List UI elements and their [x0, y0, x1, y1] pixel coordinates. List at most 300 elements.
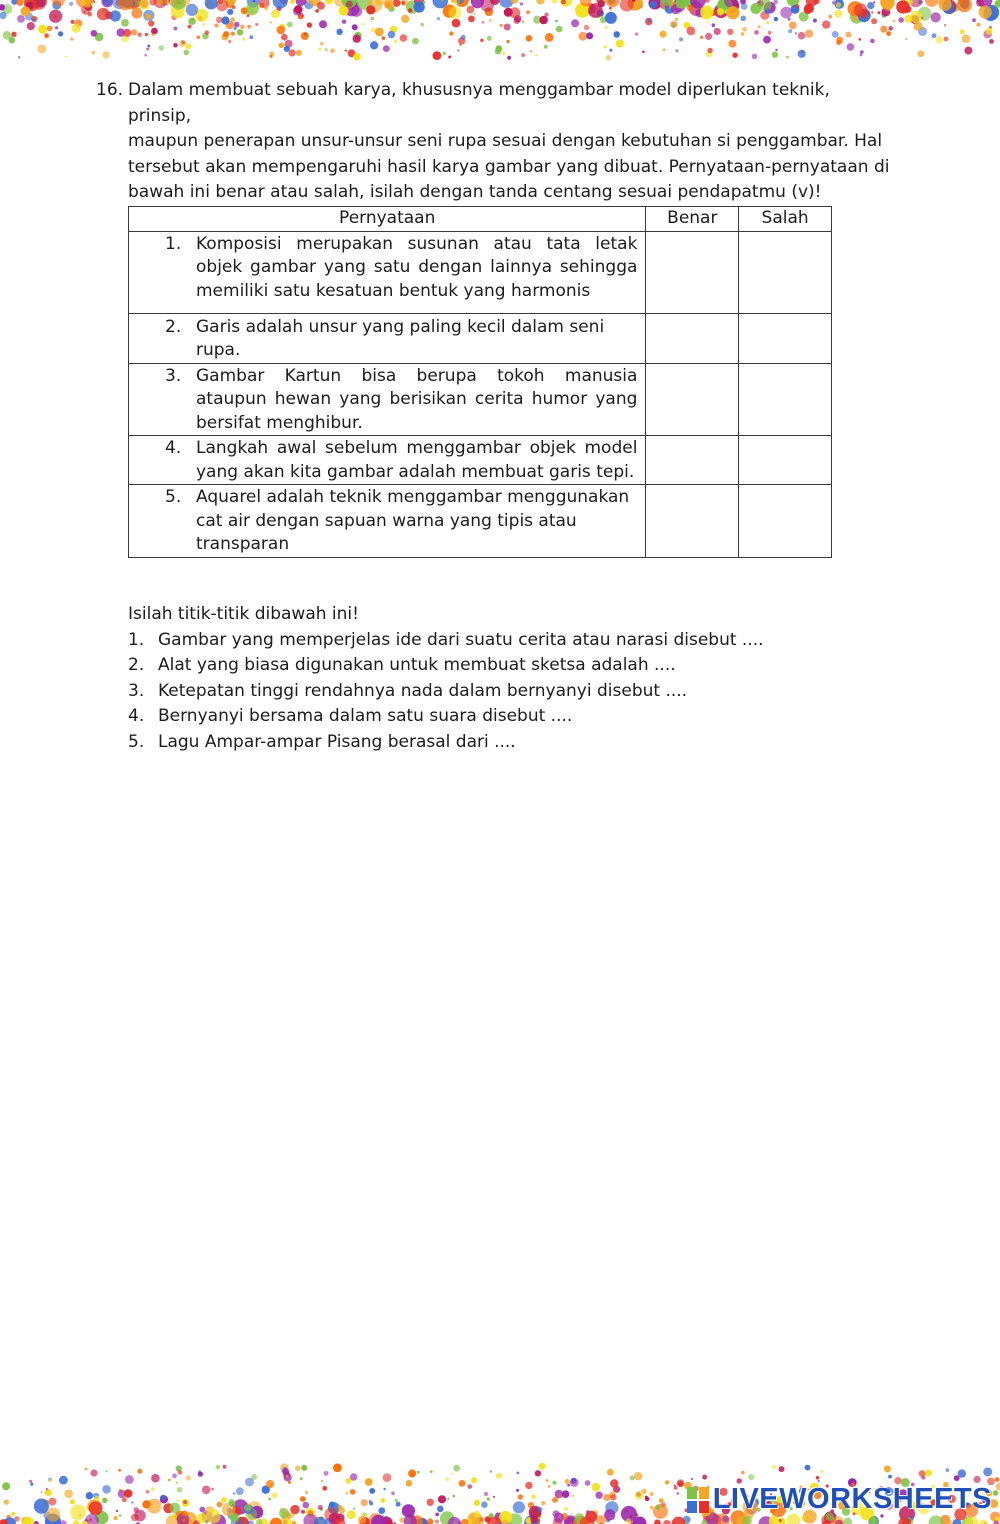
paint-dot: [64, 1489, 73, 1498]
paint-dot: [270, 1518, 282, 1524]
paint-dot: [151, 1474, 160, 1483]
paint-dot: [635, 33, 638, 36]
paint-dot: [805, 1465, 811, 1471]
paint-dot: [448, 6, 461, 19]
paint-dot: [168, 1479, 171, 1482]
paint-dot: [369, 1502, 373, 1506]
paint-dot: [322, 1486, 327, 1491]
paint-dot: [554, 1513, 564, 1523]
paint-dot: [722, 1516, 729, 1523]
paint-dot: [133, 1507, 139, 1513]
paint-dot: [946, 1468, 950, 1472]
salah-answer-cell[interactable]: [739, 313, 832, 363]
paint-dot: [918, 50, 925, 57]
paint-dot: [844, 1518, 852, 1524]
benar-answer-cell[interactable]: [646, 436, 739, 485]
paint-dot: [516, 1489, 519, 1492]
paint-dot: [233, 1492, 236, 1495]
paint-dot: [687, 5, 694, 12]
paint-dot: [610, 1494, 617, 1501]
paint-dot: [131, 8, 142, 19]
paint-dot: [461, 35, 466, 40]
paint-dot: [408, 1469, 416, 1477]
paint-dot: [860, 53, 863, 56]
liveworksheets-logo[interactable]: [687, 1483, 992, 1516]
paint-dot: [151, 28, 158, 35]
list-item: [128, 704, 848, 730]
paint-dot: [296, 50, 302, 56]
paint-dot: [324, 1471, 329, 1476]
paint-dot: [467, 1484, 472, 1489]
paint-dot: [198, 1472, 203, 1477]
paint-dot: [834, 10, 842, 18]
paint-dot: [388, 31, 395, 38]
paint-dot: [531, 1494, 536, 1499]
statement-number: 4.: [165, 438, 182, 458]
paint-dot: [585, 1480, 591, 1486]
paint-dot: [539, 1463, 546, 1470]
paint-dot: [301, 1465, 307, 1471]
paint-dot: [401, 1, 405, 5]
paint-dot: [896, 0, 909, 13]
paint-dot: [675, 18, 679, 22]
paint-dot: [70, 1499, 75, 1504]
paint-dot: [779, 1466, 785, 1472]
paint-dot: [867, 2, 874, 9]
paint-dot: [567, 1484, 570, 1487]
statement-number: 1.: [165, 233, 182, 254]
paint-dot: [290, 1505, 299, 1514]
paint-dot: [447, 1498, 449, 1500]
paint-dot: [236, 1487, 244, 1495]
benar-answer-cell[interactable]: [646, 485, 739, 558]
paint-dot: [962, 34, 971, 43]
paint-dot: [565, 1479, 570, 1484]
paint-dot: [430, 1470, 433, 1473]
paint-dot: [125, 1475, 134, 1484]
paint-dot: [836, 37, 843, 44]
paint-dot: [707, 21, 709, 23]
paint-dot: [159, 45, 165, 51]
paint-dot: [798, 50, 806, 58]
paint-dot: [663, 1520, 671, 1524]
paint-dot: [205, 30, 209, 34]
paint-dot: [925, 1470, 932, 1477]
benar-answer-cell[interactable]: [646, 231, 739, 313]
question-text-line-1: Dalam membuat sebuah karya, khususnya menggambar model diperlukan teknik, prinsip,: [128, 80, 830, 126]
paint-dot: [828, 15, 832, 19]
paint-dot: [183, 1500, 187, 1504]
paint-dot: [727, 6, 740, 19]
paint-dot: [137, 1469, 142, 1474]
paint-dot: [816, 1476, 819, 1479]
paint-dot: [363, 1513, 366, 1516]
paint-dot: [437, 1506, 444, 1513]
paint-dot: [438, 1495, 446, 1503]
paint-dot: [172, 1473, 177, 1478]
paint-dot: [279, 1508, 289, 1518]
paint-dot: [245, 1478, 254, 1487]
paint-dot: [993, 1490, 999, 1496]
paint-dot: [342, 20, 346, 24]
paint-dot: [211, 1488, 214, 1491]
paint-dot: [171, 1514, 177, 1520]
paint-dot: [687, 27, 696, 36]
paint-dot: [217, 1502, 223, 1508]
paint-dot: [242, 38, 245, 41]
paint-dot: [558, 1495, 561, 1498]
paint-dot: [315, 9, 319, 13]
paint-dot: [184, 50, 190, 56]
paint-dot: [635, 1491, 643, 1499]
paint-dot: [427, 1499, 434, 1506]
paint-dot: [151, 33, 154, 36]
paint-dot: [91, 30, 98, 37]
paint-dot: [270, 55, 273, 58]
paint-dot: [113, 1516, 117, 1520]
paint-dot: [89, 1518, 92, 1521]
paint-dot: [145, 14, 151, 20]
paint-dot: [717, 8, 724, 15]
paint-dot: [229, 1501, 235, 1507]
paint-dot: [11, 1512, 15, 1516]
paint-dot: [795, 32, 797, 34]
paint-dot: [423, 1, 426, 4]
statement-text: Aquarel adalah teknik menggambar menggunakan cat air dengan sapuan warna yang tipis atau transparan: [196, 487, 630, 554]
paint-dot: [246, 2, 259, 15]
paint-dot: [329, 1502, 335, 1508]
paint-dot: [679, 37, 683, 41]
paint-dot: [401, 15, 409, 23]
logo-text: LIVEWORKSHEETS: [712, 1483, 992, 1515]
paint-dot: [702, 1475, 707, 1480]
paint-dot: [520, 2, 523, 5]
paint-dot: [740, 15, 746, 21]
paint-dot: [202, 23, 205, 26]
paint-dot: [700, 36, 703, 39]
paint-dot: [774, 17, 778, 21]
paint-dot: [451, 1473, 453, 1475]
paint-dot: [16, 0, 23, 6]
paint-dot: [443, 52, 446, 55]
liveworksheets-badge-icon: [687, 1487, 709, 1513]
paint-dot: [4, 1499, 9, 1504]
item-number: 1.: [128, 629, 145, 650]
paint-splash-top-image: [0, 0, 1000, 62]
paint-dot: [45, 1489, 52, 1496]
paint-dot: [216, 1465, 220, 1469]
paint-dot: [859, 38, 862, 41]
paint-dot: [595, 1492, 602, 1499]
paint-dot: [202, 1486, 211, 1495]
paint-dot: [935, 36, 942, 43]
paint-dot: [185, 43, 191, 49]
paint-dot: [586, 1510, 589, 1513]
paint-dot: [290, 0, 294, 4]
paint-dot: [551, 0, 558, 3]
paint-dot: [383, 1473, 392, 1482]
paint-dot: [654, 1520, 661, 1524]
paint-dot: [606, 55, 612, 61]
paint-dot: [972, 18, 976, 22]
paint-dot: [983, 1467, 992, 1476]
paint-dot: [487, 36, 492, 41]
paint-dot: [228, 40, 231, 43]
salah-answer-cell[interactable]: [739, 363, 832, 436]
paint-dot: [394, 40, 397, 43]
salah-answer-cell[interactable]: [739, 485, 832, 558]
paint-dot: [578, 32, 587, 41]
paint-dot: [535, 1470, 541, 1476]
paint-dot: [853, 16, 859, 22]
paint-dot: [642, 51, 645, 54]
benar-answer-cell[interactable]: [646, 363, 739, 436]
paint-dot: [199, 1507, 205, 1513]
paint-dot: [604, 45, 607, 48]
paint-dot: [613, 31, 620, 38]
paint-dot: [147, 45, 150, 48]
paint-dot: [277, 26, 286, 35]
paint-dot: [138, 33, 142, 37]
paint-dot: [178, 1470, 183, 1475]
paint-dot: [317, 2, 325, 10]
paint-dot: [457, 49, 459, 51]
paint-dot: [110, 10, 121, 21]
header-salah: Salah: [739, 207, 832, 232]
paint-dot: [798, 32, 806, 40]
paint-dot: [381, 36, 385, 40]
question-number: 16.: [96, 80, 124, 100]
paint-dot: [85, 1468, 88, 1471]
paint-dot: [545, 33, 554, 42]
paint-dot: [521, 53, 525, 57]
paint-dot: [70, 38, 73, 41]
paint-dot: [282, 1468, 289, 1475]
paint-dot: [860, 50, 864, 54]
paint-dot: [620, 0, 634, 12]
paint-dot: [880, 0, 894, 10]
paint-dot: [350, 1473, 357, 1480]
paint-dot: [271, 9, 280, 18]
paint-dot: [898, 17, 904, 23]
paint-dot: [960, 29, 965, 34]
paint-dot: [298, 16, 302, 20]
paint-dot: [435, 1520, 439, 1524]
paint-dot: [674, 1484, 676, 1486]
paint-dot: [656, 1505, 661, 1510]
header-pernyataan: Pernyataan: [129, 207, 646, 232]
statement-cell: [129, 363, 646, 436]
paint-dot: [378, 1507, 385, 1514]
paint-dot: [506, 40, 509, 43]
paint-dot: [847, 43, 855, 51]
salah-answer-cell[interactable]: [739, 231, 832, 313]
paint-dot: [146, 1490, 150, 1494]
item-text: Alat yang biasa digunakan untuk membuat sketsa adalah ....: [158, 655, 676, 675]
paint-dot: [395, 1499, 398, 1502]
paint-dot: [789, 21, 797, 29]
paint-dot: [365, 1478, 373, 1486]
paint-dot: [173, 43, 178, 48]
question-line: [96, 180, 896, 206]
paint-dot: [369, 1488, 375, 1494]
paint-dot: [412, 38, 419, 45]
paint-dot: [264, 6, 268, 10]
paint-dot: [396, 1502, 401, 1507]
paint-dot: [381, 1498, 386, 1503]
paint-dot: [55, 26, 58, 29]
question-line: [96, 78, 896, 129]
paint-dot: [223, 31, 229, 37]
paint-dot: [383, 1488, 385, 1490]
paint-dot: [453, 1465, 460, 1472]
item-text: Lagu Ampar-ampar Pisang berasal dari ....: [158, 731, 516, 752]
paint-dot: [177, 1487, 182, 1492]
paint-dot: [775, 49, 778, 52]
paint-dot: [70, 1504, 86, 1520]
item-number: 4.: [128, 706, 145, 726]
paint-dot: [672, 1517, 686, 1524]
paint-dot: [177, 1500, 179, 1502]
paint-dot: [106, 1470, 108, 1472]
paint-dot: [525, 1482, 532, 1489]
paint-dot: [21, 6, 31, 16]
paint-dot: [979, 1520, 986, 1524]
paint-dot: [286, 1475, 289, 1478]
paint-dot: [609, 7, 612, 10]
paint-dot: [817, 1480, 820, 1483]
paint-dot: [287, 22, 293, 28]
paint-dot: [272, 1492, 278, 1498]
paint-dot: [910, 11, 923, 24]
paint-dot: [957, 0, 972, 12]
paint-dot: [346, 1492, 348, 1494]
paint-dot: [541, 1501, 545, 1505]
paint-dot: [234, 22, 240, 28]
paint-dot: [318, 1505, 323, 1510]
paint-dot: [727, 29, 733, 35]
statement-text: Langkah awal sebelum menggambar objek model yang akan kita gambar adalah membuat garis tepi.: [196, 438, 638, 482]
fill-instruction: Isilah titik-titik dibawah ini!: [128, 604, 359, 624]
paint-dot: [705, 33, 712, 40]
paint-dot: [741, 3, 748, 10]
paint-dot: [385, 1516, 388, 1519]
paint-dot: [221, 16, 229, 24]
paint-dot: [227, 9, 233, 15]
paint-dot: [255, 23, 258, 26]
paint-dot: [273, 0, 288, 9]
paint-dot: [814, 19, 817, 22]
paint-dot: [473, 13, 475, 15]
paint-dot: [34, 1499, 49, 1514]
benar-answer-cell[interactable]: [646, 313, 739, 363]
paint-dot: [748, 1474, 754, 1480]
paint-dot: [46, 1488, 49, 1491]
paint-dot: [489, 19, 492, 22]
statement-text: Komposisi merupakan susunan atau tata letak objek gambar yang satu dengan lainnya sehingga memiliki satu kesatuan bentuk yang harmonis: [196, 233, 638, 301]
paint-dot: [148, 20, 154, 26]
paint-dot: [71, 20, 75, 24]
paint-dot: [305, 1491, 308, 1494]
paint-dot: [124, 1489, 133, 1498]
paint-dot: [780, 7, 792, 19]
paint-dot: [45, 33, 49, 37]
statement-cell: [129, 313, 646, 363]
paint-dot: [188, 25, 192, 29]
paint-dot: [427, 1518, 433, 1524]
paint-dot: [49, 1479, 52, 1482]
paint-dot: [417, 1471, 420, 1474]
paint-dot: [17, 15, 25, 23]
paint-dot: [65, 56, 67, 58]
paint-dot: [714, 28, 721, 35]
paint-dot: [660, 31, 667, 38]
paint-dot: [330, 49, 335, 54]
paint-dot: [932, 33, 937, 38]
paint-dot: [742, 27, 747, 32]
paint-dot: [244, 1504, 251, 1511]
paint-dot: [530, 50, 532, 52]
statement-cell: [129, 436, 646, 485]
salah-answer-cell[interactable]: [739, 436, 832, 485]
paint-dot: [11, 32, 16, 37]
paint-dot: [41, 1491, 43, 1493]
paint-dot: [325, 48, 328, 51]
paint-dot: [665, 1480, 669, 1484]
paint-dot: [592, 1483, 601, 1492]
paint-dot: [320, 42, 324, 46]
paint-dot: [944, 24, 946, 26]
paint-dot: [588, 3, 603, 18]
header-benar: Benar: [646, 207, 739, 232]
paint-dot: [586, 32, 593, 39]
paint-dot: [754, 30, 759, 35]
paint-dot: [73, 1520, 80, 1524]
paint-dot: [89, 1501, 103, 1515]
table-row: [129, 485, 832, 558]
paint-dot: [146, 48, 149, 51]
paint-dot: [361, 1499, 368, 1506]
paint-dot: [353, 53, 361, 61]
paint-dot: [788, 29, 792, 33]
question-text-line-4: bawah ini benar atau salah, isilah dengan tanda centang sesuai pendapatmu (v)!: [128, 182, 822, 202]
table-row: [129, 436, 832, 485]
paint-dot: [474, 1500, 480, 1506]
paint-dot: [48, 1498, 56, 1506]
list-item: [128, 628, 848, 654]
paint-dot: [786, 56, 789, 59]
paint-dot: [974, 1476, 981, 1483]
paint-dot: [861, 14, 866, 19]
paint-dot: [880, 26, 887, 33]
paint-dot: [284, 46, 290, 52]
paint-dot: [339, 1507, 345, 1513]
paint-dot: [358, 1516, 366, 1524]
paint-dot: [513, 1501, 525, 1513]
paint-dot: [408, 8, 412, 12]
paint-dot: [325, 0, 333, 4]
paint-dot: [556, 26, 563, 33]
paint-dot: [122, 1497, 127, 1502]
paint-dot: [958, 1469, 966, 1477]
paint-dot: [350, 1489, 356, 1495]
paint-dot: [564, 1507, 567, 1510]
question-text-line-2: maupun penerapan unsur-unsur seni rupa sesuai dengan kebutuhan si penggambar. Hal: [128, 131, 883, 151]
paint-dot: [58, 31, 63, 36]
paint-dot: [471, 1477, 477, 1483]
paint-dot: [32, 19, 35, 22]
statement-number: 3.: [165, 365, 182, 386]
